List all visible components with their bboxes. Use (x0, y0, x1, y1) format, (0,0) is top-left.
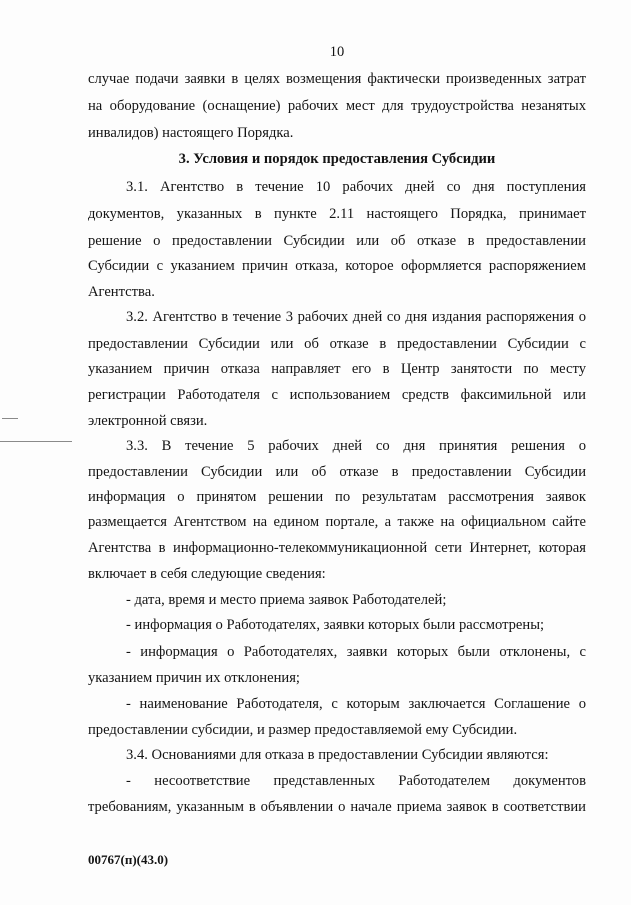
text-line: инвалидов) настоящего Порядка. (88, 125, 294, 141)
text-line: на оборудование (оснащение) рабочих мест для трудоустройства незанятых (88, 98, 586, 114)
paragraph-line: предоставлении Субсидии или об отказе в предоставлении Субсидии с (88, 336, 586, 352)
paragraph-line: включает в себя следующие сведения: (88, 566, 326, 582)
page-number: 10 (329, 44, 345, 60)
paragraph-line: 3.2. Агентство в течение 3 рабочих дней со дня издания распоряжения о (126, 309, 586, 325)
paragraph-line: 3.1. Агентство в течение 10 рабочих дней со дня поступления (126, 179, 586, 195)
paragraph-line: Агентства. (88, 284, 155, 300)
paragraph-line: предоставлении Субсидии или об отказе в предоставлении Субсидии (88, 464, 586, 480)
list-item-continuation: требованиям, указанным в объявлении о начале приема заявок в соответствии (88, 799, 586, 815)
paragraph-line: Агентства в информационно-телекоммуникационной сети Интернет, которая (88, 540, 586, 556)
paragraph-line: документов, указанных в пункте 2.11 настоящего Порядка, принимает (88, 206, 586, 222)
list-item: - дата, время и место приема заявок Работодателей; (126, 592, 447, 608)
paragraph-line: электронной связи. (88, 413, 208, 429)
list-item: - информация о Работодателях, заявки которых были рассмотрены; (126, 617, 545, 633)
list-item: - информация о Работодателях, заявки которых были отклонены, с (126, 644, 586, 660)
text-line: случае подачи заявки в целях возмещения фактически произведенных затрат (88, 71, 586, 87)
paragraph-line: информация о принятом решении по результатам рассмотрения заявок (88, 489, 586, 505)
list-item-continuation: предоставлении субсидии, и размер предоставляемой ему Субсидии. (88, 722, 518, 738)
list-item-continuation: указанием причин их отклонения; (88, 670, 300, 686)
scan-artifact-mark (0, 441, 72, 442)
scan-artifact-mark (2, 418, 18, 419)
paragraph-line: 3.4. Основаниями для отказа в предоставлении Субсидии являются: (126, 747, 549, 763)
list-item: - несоответствие представленных Работодателем документов (126, 773, 586, 789)
paragraph-line: регистрации Работодателя с использованием средств факсимильной или (88, 387, 586, 403)
paragraph-line: размещается Агентством на едином портале, а также на официальном сайте (88, 514, 586, 530)
paragraph-line: Субсидии с указанием причин отказа, которое оформляется распоряжением (88, 258, 586, 274)
paragraph-line: решение о предоставлении Субсидии или об отказе в предоставлении (88, 233, 586, 249)
list-item: - наименование Работодателя, с которым заключается Соглашение о (126, 696, 586, 712)
paragraph-line: указанием причин отказа направляет его в Центр занятости по месту (88, 361, 586, 377)
section-heading: 3. Условия и порядок предоставления Субсидии (178, 151, 496, 167)
document-code: 00767(п)(43.0) (88, 852, 169, 867)
paragraph-line: 3.3. В течение 5 рабочих дней со дня принятия решения о (126, 438, 586, 454)
